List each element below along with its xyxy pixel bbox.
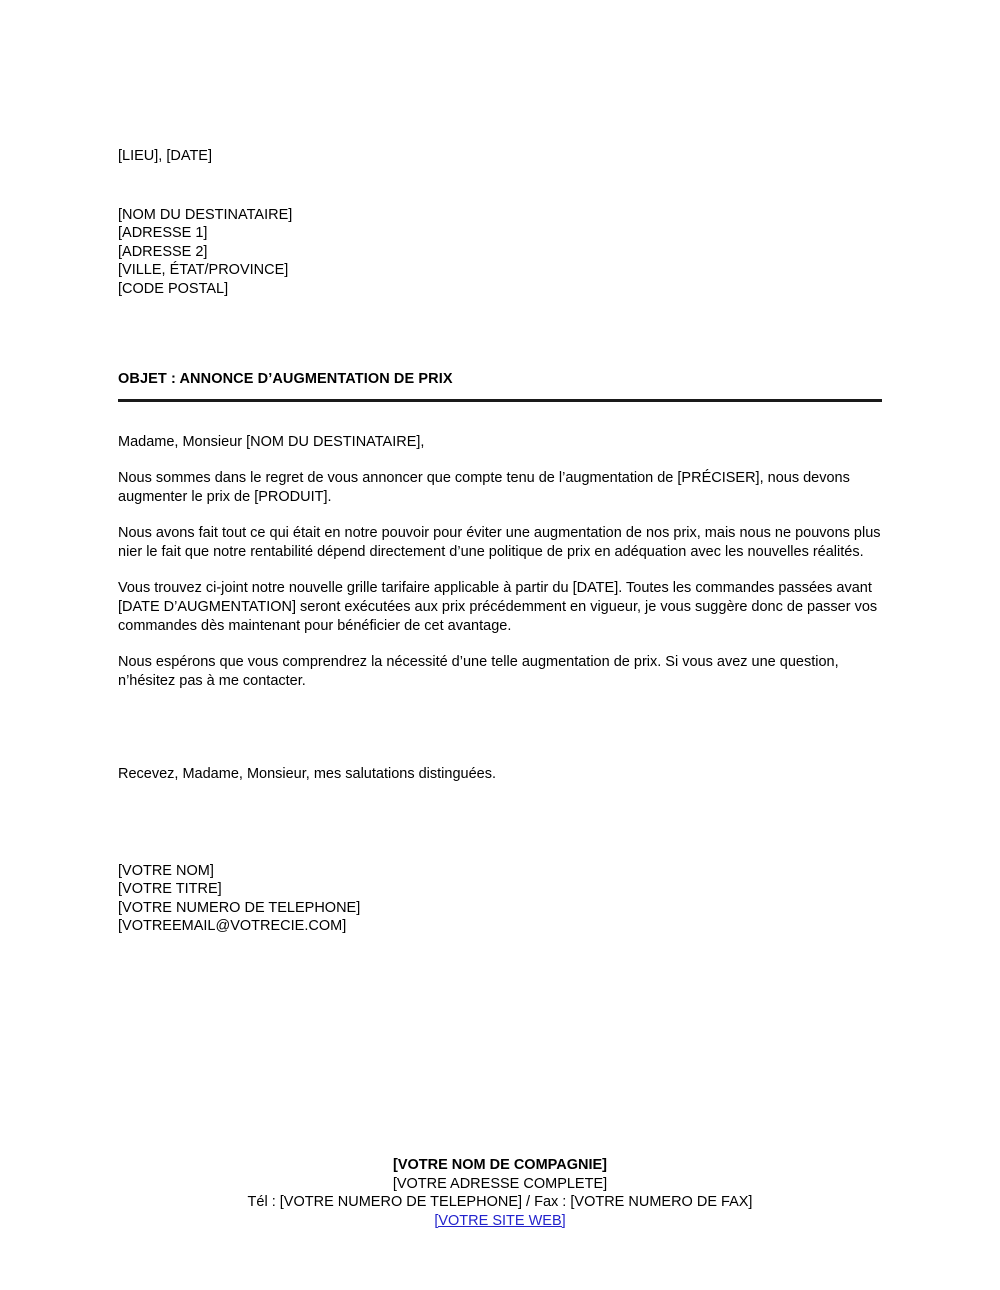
footer-website-link[interactable]: [VOTRE SITE WEB]	[434, 1212, 566, 1229]
subject-line: OBJET : ANNONCE D’AUGMENTATION DE PRIX	[118, 371, 453, 387]
signer-phone: [VOTRE NUMERO DE TELEPHONE]	[118, 899, 361, 916]
body-paragraph-4: Nous espérons que vous comprendrez la nécessité d’une telle augmentation de prix. Si vous avez une question, n’hésitez pas à me contacter.	[118, 654, 839, 689]
footer-address: [VOTRE ADRESSE COMPLETE]	[392, 1175, 608, 1192]
page-footer	[0, 1156, 1000, 1230]
recipient-name: [NOM DU DESTINATAIRE]	[118, 207, 293, 223]
signer-email: [VOTREEMAIL@VOTRECIE.COM]	[118, 918, 347, 935]
horizontal-rule	[118, 399, 882, 402]
recipient-address-block	[118, 206, 292, 298]
signer-title: [VOTRE TITRE]	[118, 881, 222, 898]
signer-name: [VOTRE NOM]	[118, 863, 214, 879]
salutation: Madame, Monsieur [NOM DU DESTINATAIRE],	[118, 434, 425, 450]
recipient-address-1: [ADRESSE 1]	[118, 225, 208, 242]
footer-company-name: [VOTRE NOM DE COMPAGNIE]	[392, 1157, 607, 1173]
body-text	[118, 469, 882, 708]
recipient-city-state: [VILLE, ÉTAT/PROVINCE]	[118, 262, 289, 279]
footer-website-line	[0, 1212, 1000, 1231]
footer-contact: Tél : [VOTRE NUMERO DE TELEPHONE] / Fax : [VOTRE NUMERO DE FAX]	[247, 1194, 753, 1211]
body-paragraph-2: Nous avons fait tout ce qui était en notre pouvoir pour éviter une augmentation de nos prix, mais nous ne pouvons plus nier le fait que notre rentabilité dépend directement d’une politique de prix en adéquation avec les nouvelles réalités.	[118, 525, 881, 560]
letter-date: [LIEU], [DATE]	[118, 148, 213, 164]
body-paragraph-3: Vous trouvez ci-joint notre nouvelle grille tarifaire applicable à partir du [DATE]. Toutes les commandes passées avant [DATE D’AUGMENTATION] seront exécutées aux prix précédemment en vigueur, je vous suggère donc de passer vos commandes dès maintenant pour bénéficier de cet avantage.	[118, 580, 878, 634]
recipient-address-2: [ADRESSE 2]	[118, 243, 208, 260]
signature-block	[118, 862, 360, 936]
body-paragraph-1: Nous sommes dans le regret de vous annoncer que compte tenu de l’augmentation de [PRÉCISER], nous devons augmenter le prix de [PRODUIT].	[118, 470, 850, 505]
recipient-postal-code: [CODE POSTAL]	[118, 280, 229, 297]
closing-line: Recevez, Madame, Monsieur, mes salutations distinguées.	[118, 766, 496, 782]
